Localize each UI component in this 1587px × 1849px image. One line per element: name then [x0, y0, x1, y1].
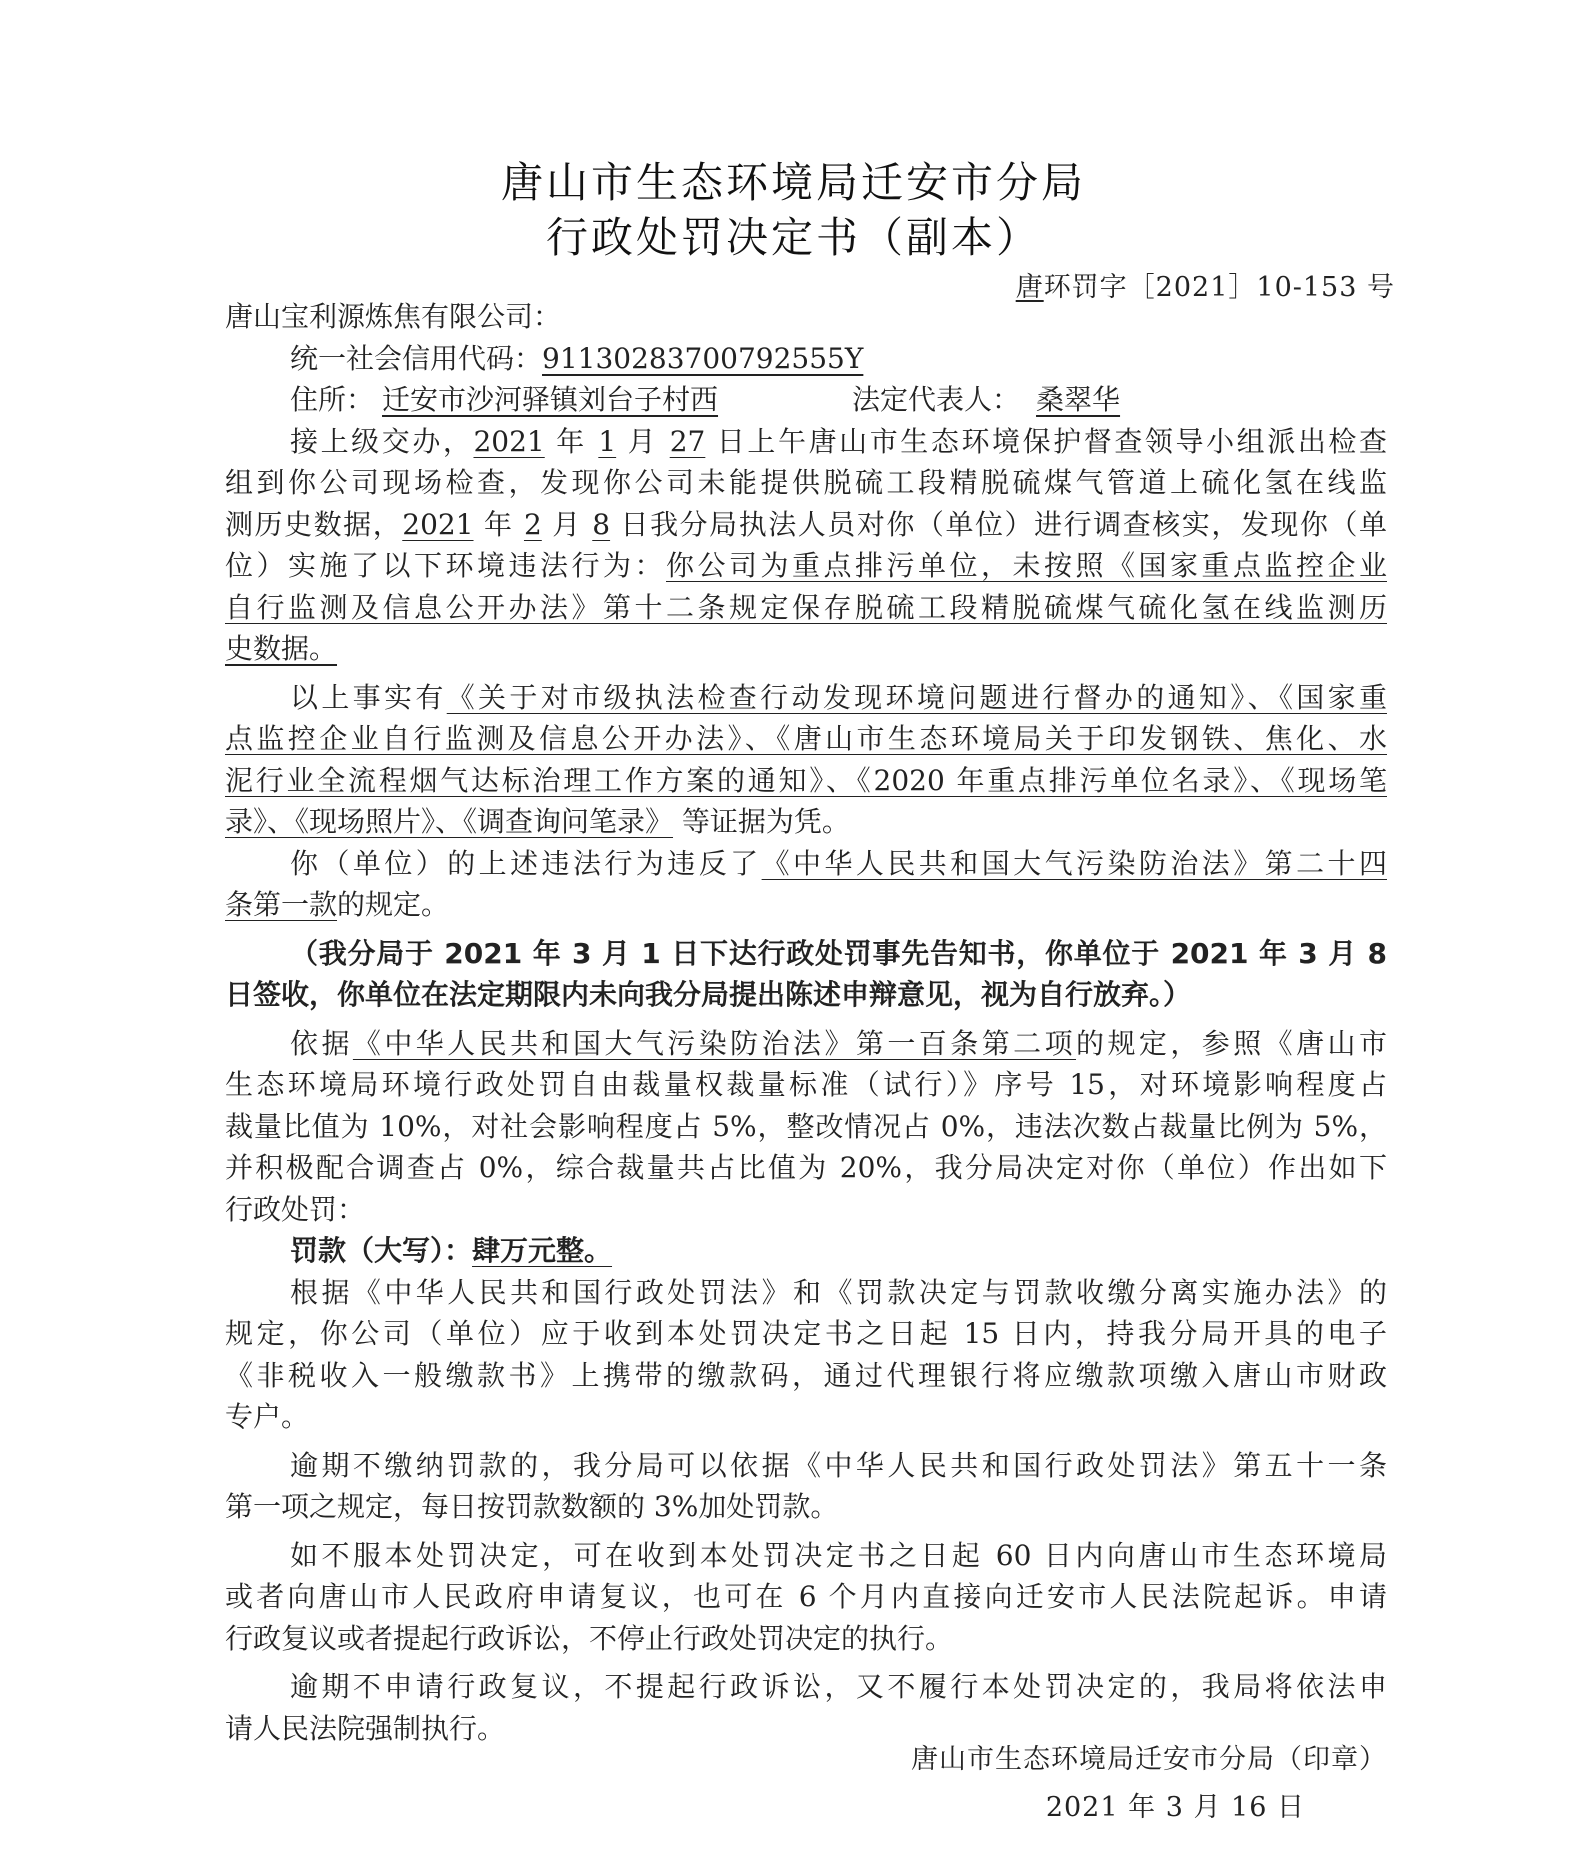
document-title-line1: 唐山市生态环境局迁安市分局	[500, 158, 1086, 207]
credit-code-label: 统一社会信用代码：	[290, 341, 543, 375]
notice-line2: 日签收，你单位在法定期限内未向我分局提出陈述申辩意见，视为自行放弃。）	[225, 978, 1192, 1011]
evidence-line4: 录》、《现场照片》、《调查询问笔录》 等证据为凭。	[225, 805, 850, 838]
facts-line2: 组到你公司现场检查，发现你公司未能提供脱硫工段精脱硫煤气管道上硫化氢在线监	[225, 466, 1387, 499]
appeal-line3: 行政复议或者提起行政诉讼，不停止行政处罚决定的执行。	[225, 1621, 954, 1655]
payment-line3: 《非税收入一般缴款书》上携带的缴款码，通过代理银行将应缴款项缴入唐山市财政	[225, 1358, 1387, 1392]
appeal-line2: 或者向唐山市人民政府申请复议，也可在 6 个月内直接向迁安市人民法院起诉。申请	[225, 1580, 1387, 1613]
payment-line4: 专户。	[225, 1400, 310, 1433]
credit-code-line	[225, 338, 1387, 380]
penalty-line	[225, 1230, 1387, 1272]
enforce-line2: 请人民法院强制执行。	[225, 1711, 506, 1745]
address-line	[225, 379, 1387, 421]
doc-number-rest: 环罚字［2021］10-153 号	[1043, 272, 1395, 303]
doc-number-prefix: 唐	[1015, 272, 1044, 303]
facts-line5: 自行监测及信息公开办法》第十二条规定保存脱硫工段精脱硫煤气硫化氢在线监测历	[225, 590, 1387, 624]
address-value: 迁安市沙河驿镇刘台子村西	[382, 383, 719, 416]
evidence-line2: 点监控企业自行监测及信息公开办法》、《唐山市生态环境局关于印发钢铁、焦化、水	[225, 722, 1387, 755]
evidence-line1: 以上事实有《关于对市级执法检查行动发现环境问题进行督办的通知》、《国家重	[290, 680, 1387, 714]
basis-line1: 依据《中华人民共和国大气污染防治法》第一百条第二项的规定，参照《唐山市	[290, 1026, 1387, 1060]
rep-value: 桑翠华	[1036, 383, 1121, 416]
facts-line3: 测历史数据，2021 年 2 月 8 日我分局执法人员对你（单位）进行调查核实，发现你（单	[225, 507, 1388, 541]
penalty-label: 罚款（大写）：	[290, 1234, 473, 1267]
facts-line1: 接上级交办，2021 年 1 月 27 日上午唐山市生态环境保护督查领导小组派出检查	[290, 424, 1387, 458]
payment-line1: 根据《中华人民共和国行政处罚法》和《罚款决定与罚款收缴分离实施办法》的	[290, 1275, 1387, 1309]
basis-line4: 并积极配合调查占 0%，综合裁量共占比值为 20%，我分局决定对你（单位）作出如下	[225, 1151, 1387, 1184]
address-label: 住所：	[290, 383, 375, 416]
document-title-line2: 行政处罚决定书（副本）	[545, 213, 1041, 262]
violation-line2: 条第一款的规定。	[225, 888, 450, 921]
facts-line6: 史数据。	[225, 632, 338, 665]
facts-line4: 位）实施了以下环境违法行为：你公司为重点排污单位，未按照《国家重点监控企业	[225, 549, 1387, 582]
overdue-line1: 逾期不缴纳罚款的，我分局可以依据《中华人民共和国行政处罚法》第五十一条	[290, 1448, 1387, 1482]
notice-line1: （我分局于 2021 年 3 月 1 日下达行政处罚事先告知书，你单位于 2021 年 3 月 8	[290, 936, 1387, 970]
evidence-line3: 泥行业全流程烟气达标治理工作方案的通知》、《2020 年重点排污单位名录》、《现场笔	[225, 763, 1387, 797]
issue-date: 2021 年 3 月 16 日	[1045, 1792, 1305, 1823]
appeal-line1: 如不服本处罚决定，可在收到本处罚决定书之日起 60 日内向唐山市生态环境局	[290, 1538, 1387, 1572]
payment-line2: 规定，你公司（单位）应于收到本处罚决定书之日起 15 日内，持我分局开具的电子	[225, 1317, 1387, 1350]
overdue-line2: 第一项之规定，每日按罚款数额的 3%加处罚款。	[225, 1490, 839, 1523]
rep-label: 法定代表人：	[852, 383, 1021, 416]
enforce-line1: 逾期不申请行政复议，不提起行政诉讼，又不履行本处罚决定的，我局将依法申	[290, 1670, 1387, 1703]
basis-line5: 行政处罚：	[225, 1192, 366, 1226]
basis-line3: 裁量比值为 10%，对社会影响程度占 5%，整改情况占 0%，违法次数占裁量比例为 5%，	[225, 1109, 1387, 1143]
credit-code-value: 91130283700792555Y	[542, 341, 864, 375]
party-name: 唐山宝利源炼焦有限公司：	[225, 300, 562, 333]
penalty-amount: 肆万元整。	[472, 1234, 613, 1267]
issuer-signature: 唐山市生态环境局迁安市分局（印章）	[911, 1744, 1387, 1775]
basis-line2: 生态环境局环境行政处罚自由裁量权裁量标准（试行）》序号 15，对环境影响程度占	[225, 1068, 1387, 1101]
document-body	[225, 296, 1387, 1749]
violation-line1: 你（单位）的上述违法行为违反了《中华人民共和国大气污染防治法》第二十四	[290, 846, 1387, 880]
